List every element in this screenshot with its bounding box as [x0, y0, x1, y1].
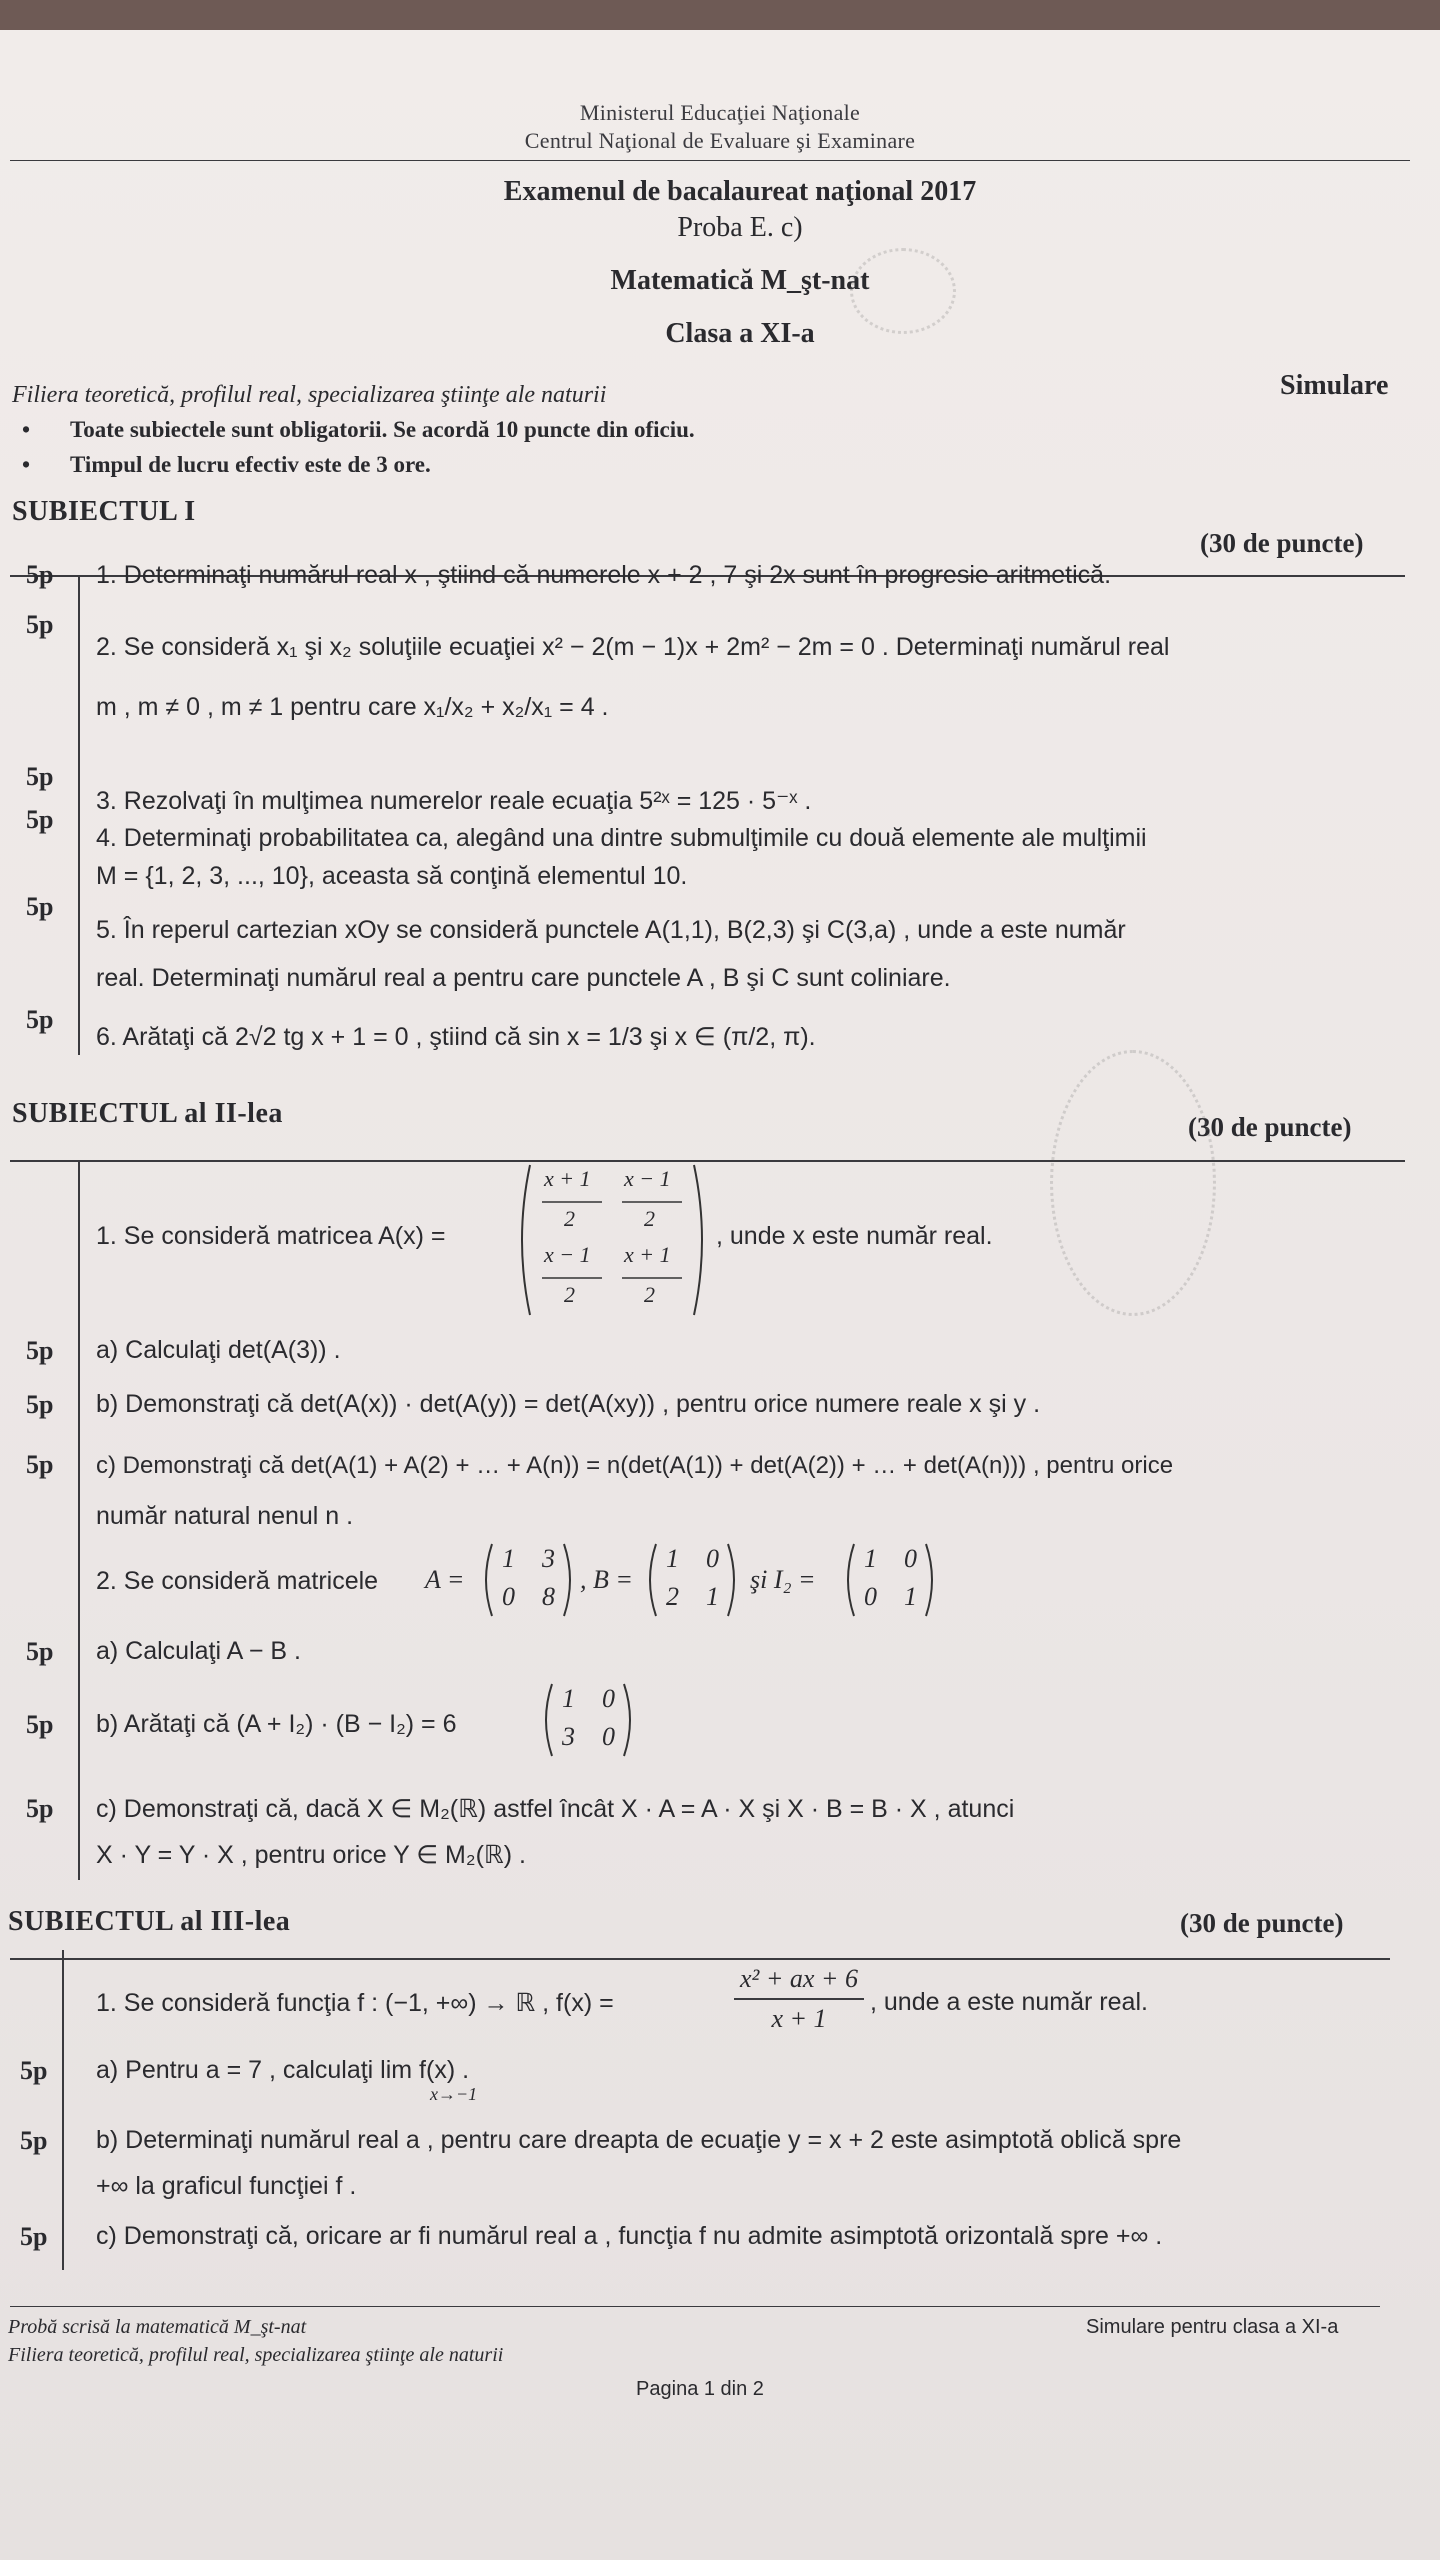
header-rule [10, 160, 1410, 161]
score-label: 5p [20, 2222, 48, 2251]
matrix-B-brackets [642, 1540, 742, 1620]
score-column-rule [62, 1950, 64, 2270]
s3-p1a: a) Pentru a = 7 , calculaţi lim f(x) . [96, 2056, 470, 2084]
matrix-entry: 2 [564, 1206, 575, 1231]
class-title: Clasa a XI-a [665, 318, 815, 349]
matrix-entry: x + 1 [624, 1242, 671, 1267]
matrix-entry: 2 [666, 1582, 679, 1611]
matrix-I2-brackets [840, 1540, 940, 1620]
s3-p1b-line1: b) Determinaţi numărul real a , pentru care dreapta de ecuaţie y = x + 2 este asimptotă oblică spre [96, 2126, 1182, 2154]
score-label: 5p [26, 610, 54, 639]
s2-p2-A-label: A = [425, 1565, 465, 1594]
matrix-entry: 1 [562, 1684, 575, 1713]
matrix-entry: 2 [644, 1206, 655, 1231]
s1-q3: 3. Rezolvaţi în mulţimea numerelor reale ecuaţia 5²ˣ = 125 · 5⁻ˣ . [96, 787, 812, 815]
matrix-entry: 0 [502, 1582, 515, 1611]
s1-q2-line2: m , m ≠ 0 , m ≠ 1 pentru care x₁/x₂ + x₂/x₁ = 4 . [96, 693, 609, 721]
matrix-entry: 8 [542, 1582, 555, 1611]
ministry-line: Ministerul Educaţiei Naţionale [579, 100, 861, 125]
matrix-A-x-brackets [512, 1160, 712, 1320]
s3-p1b-line2: +∞ la graficul funcţiei f . [96, 2172, 357, 2200]
s1-q4-line1: 4. Determinaţi probabilitatea ca, alegând una dintre submulţimile cu două elemente ale mulţimii [96, 824, 1147, 852]
section-1-title: SUBIECTUL I [12, 496, 196, 527]
matrix-entry: 1 [666, 1544, 679, 1573]
bullet-1: Toate subiectele sunt obligatorii. Se acordă 10 puncte din oficiu. [70, 417, 695, 442]
s3-fraction-denominator: x + 1 [771, 2004, 827, 2033]
s2-p1c-line1: c) Demonstraţi că det(A(1) + A(2) + … + A(n)) = n(det(A(1)) + det(A(2)) + … + det(A(n))) , pentru orice [96, 1452, 1174, 1479]
matrix-entry: 1 [502, 1544, 515, 1573]
s2-p2-B-label: , B = [580, 1565, 633, 1594]
s2-p1-intro: 1. Se consideră matricea A(x) = [96, 1222, 446, 1250]
footer-rule [10, 2306, 1380, 2307]
score-label: 5p [20, 2056, 48, 2085]
matrix-entry: 2 [564, 1282, 575, 1307]
score-label: 5p [26, 1710, 54, 1739]
matrix-result-brackets [538, 1680, 638, 1760]
section-1-points: (30 de puncte) [1200, 528, 1364, 558]
matrix-A-brackets [478, 1540, 578, 1620]
s3-p1-tail: , unde a este număr real. [870, 1988, 1148, 2016]
s1-q2-line1: 2. Se consideră x₁ şi x₂ soluţiile ecuaţiei x² − 2(m − 1)x + 2m² − 2m = 0 . Determinaţi numărul real [96, 633, 1170, 661]
matrix-entry: 1 [864, 1544, 877, 1573]
matrix-entry: x − 1 [624, 1166, 671, 1191]
footer-right-1: Simulare pentru clasa a XI-a [1086, 2316, 1339, 2338]
s2-p2a: a) Calculaţi A − B . [96, 1637, 301, 1665]
score-label: 5p [26, 1390, 54, 1419]
filiera-text: Filiera teoretică, profilul real, specializarea ştiinţe ale naturii [12, 382, 607, 408]
center-line: Centrul Naţional de Evaluare şi Examinare [524, 128, 916, 153]
s1-q5-line2: real. Determinaţi numărul real a pentru care punctele A , B şi C sunt coliniare. [96, 964, 951, 992]
s3-p1c: c) Demonstraţi că, oricare ar fi numărul real a , funcţia f nu admite asimptotă orizontală spre +∞ . [96, 2222, 1163, 2250]
s2-p1a: a) Calculaţi det(A(3)) . [96, 1336, 341, 1364]
section-3-title: SUBIECTUL al III-lea [8, 1906, 291, 1937]
score-label: 5p [26, 892, 54, 921]
matrix-entry: 0 [602, 1684, 615, 1713]
score-label: 5p [26, 762, 54, 791]
s3-fraction-bar [734, 1998, 864, 2000]
matrix-entry: 0 [904, 1544, 917, 1573]
section-2-points: (30 de puncte) [1188, 1112, 1352, 1142]
s2-p2-intro: 2. Se consideră matricele [96, 1567, 379, 1595]
s1-q4-line2: M = {1, 2, 3, ..., 10}, aceasta să conţină elementul 10. [96, 862, 688, 890]
section-2-title: SUBIECTUL al II-lea [12, 1098, 283, 1129]
matrix-A [478, 1540, 578, 1620]
bullet-2: Timpul de lucru efectiv este de 3 ore. [70, 452, 431, 477]
section-3-points: (30 de puncte) [1180, 1908, 1344, 1938]
s2-p1-tail: , unde x este număr real. [716, 1222, 993, 1250]
page-number: Pagina 1 din 2 [636, 2378, 764, 2400]
proba-title: Proba E. c) [677, 212, 803, 243]
score-column-rule [78, 1160, 80, 1880]
matrix-result [538, 1680, 638, 1760]
score-label: 5p [20, 2126, 48, 2155]
s3-fraction-numerator: x² + ax + 6 [740, 1964, 858, 1993]
s2-p1c-line2: număr natural nenul n . [96, 1502, 354, 1530]
s2-p2-I-label: şi I₂ = [750, 1565, 816, 1594]
s1-q5-line1: 5. În reperul cartezian xOy se consideră punctele A(1,1), B(2,3) şi C(3,a) , unde a este număr [96, 916, 1126, 944]
score-label: 5p [26, 1336, 54, 1365]
score-label: 5p [26, 1794, 54, 1823]
s1-q6: 6. Arătaţi că 2√2 tg x + 1 = 0 , ştiind că sin x = 1/3 şi x ∈ (π/2, π). [96, 1023, 816, 1051]
s2-p2b: b) Arătaţi că (A + I₂) · (B − I₂) = 6 [96, 1710, 457, 1738]
score-label: 5p [26, 1005, 54, 1034]
score-label: 5p [26, 1637, 54, 1666]
matrix-A-x [512, 1160, 712, 1320]
footer-left-1: Probă scrisă la matematică M_şt-nat [8, 2316, 307, 2338]
matrix-entry: 0 [706, 1544, 719, 1573]
matrix-entry: 1 [706, 1582, 719, 1611]
exam-title: Examenul de bacalaureat naţional 2017 [503, 176, 977, 207]
s2-p2c-line1: c) Demonstraţi că, dacă X ∈ M₂(ℝ) astfel încât X · A = A · X şi X · B = B · X , atunci [96, 1795, 1015, 1823]
bullet-icon: • [22, 417, 31, 442]
pencil-scribble [850, 248, 956, 334]
matrix-entry: x + 1 [544, 1166, 591, 1191]
s3-p1-intro: 1. Se consideră funcţia f : (−1, +∞) → ℝ , f(x) = [96, 1989, 614, 2017]
section-3-rule [10, 1958, 1390, 1960]
score-column-rule [78, 575, 80, 1055]
s1-q1: 1. Determinaţi numărul real x , ştiind că numerele x + 2 , 7 şi 2x sunt în progresie aritmetică. [96, 561, 1112, 589]
matrix-entry: 3 [562, 1722, 575, 1751]
matrix-B [642, 1540, 742, 1620]
score-label: 5p [26, 805, 54, 834]
matrix-entry: 2 [644, 1282, 655, 1307]
pencil-scribble [1050, 1050, 1216, 1316]
matrix-entry: x − 1 [544, 1242, 591, 1267]
footer-left-2: Filiera teoretică, profilul real, specializarea ştiinţe ale naturii [8, 2344, 504, 2366]
matrix-entry: 3 [542, 1544, 555, 1573]
simulare-label: Simulare [1280, 370, 1389, 401]
score-label: 5p [26, 560, 54, 589]
matrix-entry: 0 [602, 1722, 615, 1751]
subject-title: Matematică M_şt-nat [610, 265, 870, 296]
s2-p2c-line2: X · Y = Y · X , pentru orice Y ∈ M₂(ℝ) . [96, 1841, 526, 1869]
matrix-entry: 1 [904, 1582, 917, 1611]
score-label: 5p [26, 1450, 54, 1479]
matrix-I2 [840, 1540, 940, 1620]
s3-limit-subscript: x→−1 [430, 2084, 478, 2104]
matrix-entry: 0 [864, 1582, 877, 1611]
bullet-icon: • [22, 452, 31, 477]
s2-p1b: b) Demonstraţi că det(A(x)) · det(A(y)) = det(A(xy)) , pentru orice numere reale x şi y . [96, 1390, 1041, 1418]
